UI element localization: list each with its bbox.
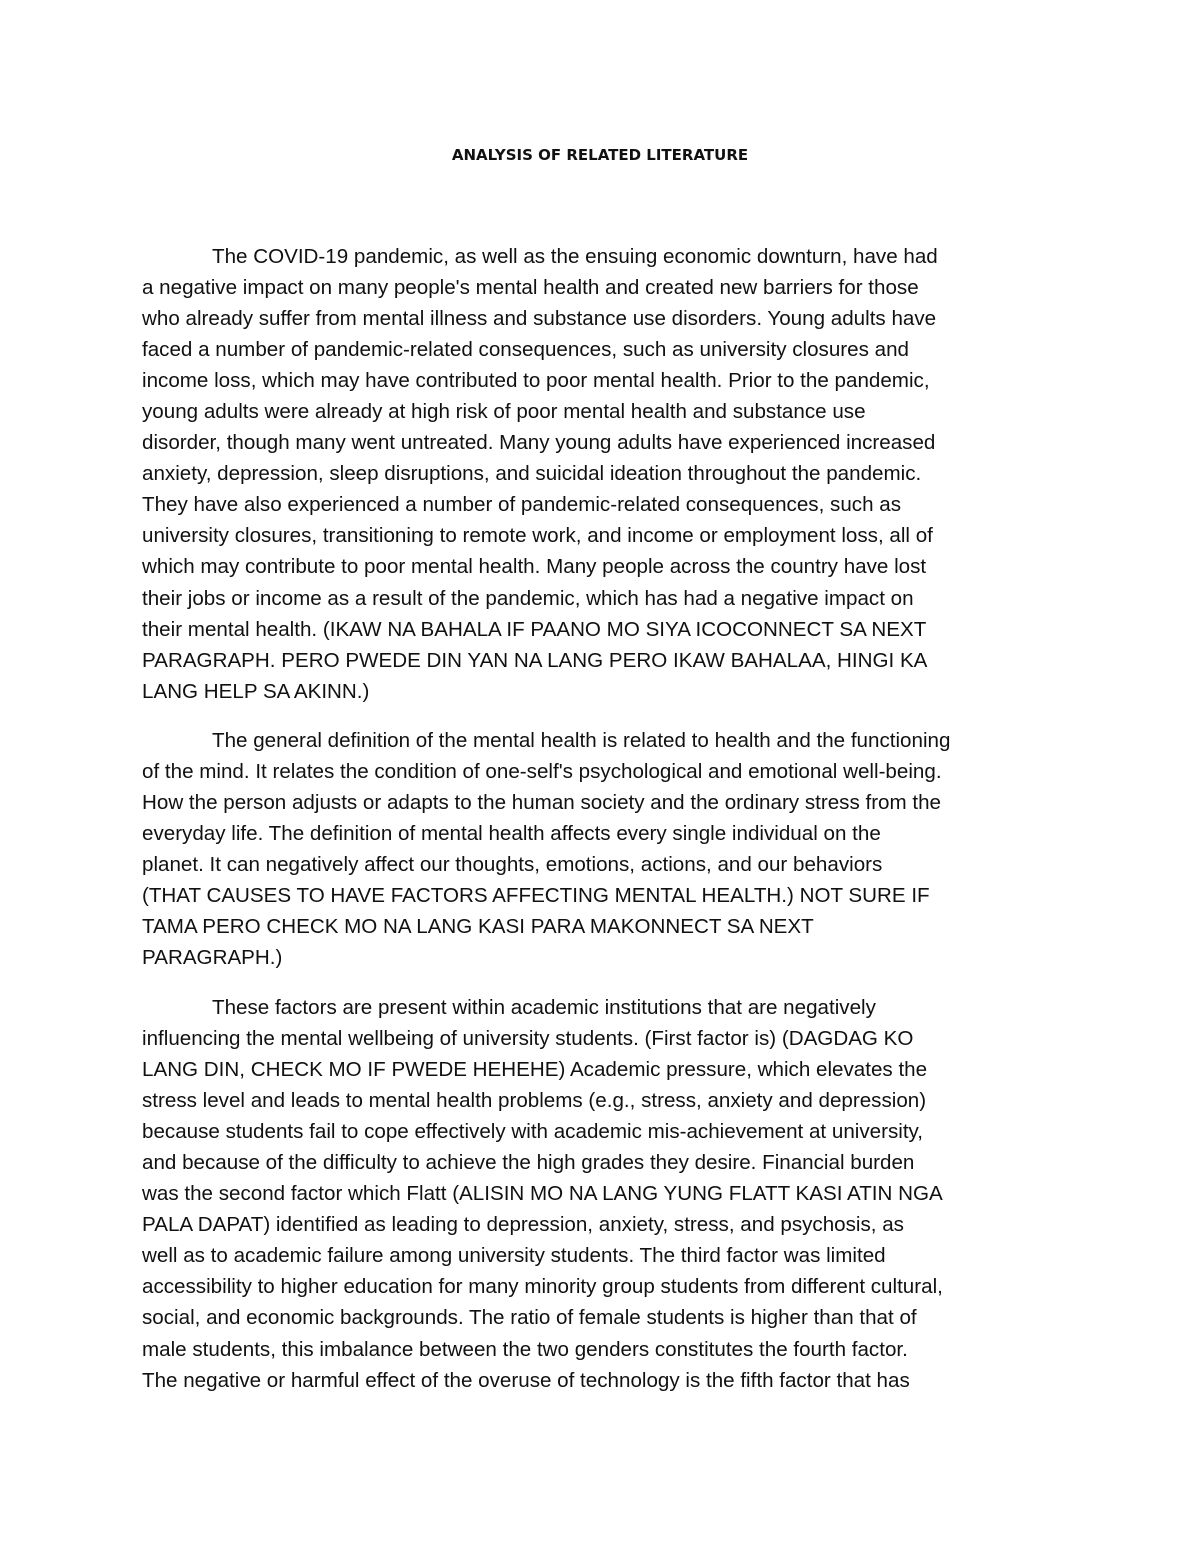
- paragraph-line: influencing the mental wellbeing of university students. (First factor is) (DAGDAG KO: [142, 1027, 914, 1051]
- paragraph-line: faced a number of pandemic-related consequences, such as university closures and: [142, 338, 909, 362]
- paragraph-line: social, and economic backgrounds. The ratio of female students is higher than that of: [142, 1306, 917, 1330]
- paragraph-2: [142, 725, 1072, 973]
- paragraph-line: anxiety, depression, sleep disruptions, and suicidal ideation throughout the pandemic.: [142, 462, 922, 486]
- paragraph-line: How the person adjusts or adapts to the human society and the ordinary stress from the: [142, 791, 942, 815]
- paragraph-line: university closures, transitioning to remote work, and income or employment loss, all of: [142, 524, 933, 548]
- paragraph-line: PARAGRAPH.): [142, 946, 283, 970]
- paragraph-line: planet. It can negatively affect our thoughts, emotions, actions, and our behaviors: [142, 853, 883, 877]
- paragraph-line: of the mind. It relates the condition of one-self's psychological and emotional well-being.: [142, 760, 942, 784]
- paragraph-line: young adults were already at high risk of poor mental health and substance use: [142, 400, 866, 424]
- paragraph-line: everyday life. The definition of mental health affects every single individual on the: [142, 822, 881, 846]
- paragraph-line: The COVID-19 pandemic, as well as the ensuing economic downturn, have had: [212, 245, 938, 268]
- paragraph-line: was the second factor which Flatt (ALISIN MO NA LANG YUNG FLATT KASI ATIN NGA: [142, 1182, 943, 1206]
- paragraph-line: TAMA PERO CHECK MO NA LANG KASI PARA MAKONNECT SA NEXT: [142, 915, 814, 939]
- paragraph-1: [142, 241, 1072, 707]
- paragraph-line: because students fail to cope effectively with academic mis-achievement at university,: [142, 1120, 924, 1144]
- paragraph-line: PALA DAPAT) identified as leading to depression, anxiety, stress, and psychosis, as: [142, 1213, 904, 1237]
- paragraph-line: (THAT CAUSES TO HAVE FACTORS AFFECTING MENTAL HEALTH.) NOT SURE IF: [142, 884, 930, 908]
- paragraph-line: and because of the difficulty to achieve the high grades they desire. Financial burden: [142, 1151, 915, 1175]
- paragraph-line: a negative impact on many people's mental health and created new barriers for those: [142, 276, 919, 300]
- paragraph-line: which may contribute to poor mental health. Many people across the country have lost: [142, 555, 927, 579]
- paragraph-line: their jobs or income as a result of the pandemic, which has had a negative impact on: [142, 586, 914, 610]
- paragraph-line: well as to academic failure among university students. The third factor was limited: [142, 1244, 886, 1268]
- paragraph-line: income loss, which may have contributed to poor mental health. Prior to the pandemic,: [142, 369, 930, 393]
- paragraph-3: [142, 992, 1072, 1396]
- paragraph-line: LANG HELP SA AKINN.): [142, 679, 370, 703]
- paragraph-line: male students, this imbalance between the two genders constitutes the fourth factor.: [142, 1337, 908, 1361]
- document-title: ANALYSIS OF RELATED LITERATURE: [451, 146, 749, 164]
- paragraph-line: who already suffer from mental illness and substance use disorders. Young adults have: [142, 307, 937, 331]
- paragraph-line: PARAGRAPH. PERO PWEDE DIN YAN NA LANG PERO IKAW BAHALAA, HINGI KA: [142, 648, 928, 672]
- paragraph-line: their mental health. (IKAW NA BAHALA IF PAANO MO SIYA ICOCONNECT SA NEXT: [142, 617, 927, 641]
- paragraph-line: The negative or harmful effect of the overuse of technology is the fifth factor that has: [142, 1368, 910, 1392]
- paragraph-line: These factors are present within academic institutions that are negatively: [212, 996, 876, 1019]
- paragraph-line: disorder, though many went untreated. Many young adults have experienced increased: [142, 431, 936, 455]
- paragraph-line: The general definition of the mental health is related to health and the functioning: [212, 729, 951, 752]
- paragraph-line: accessibility to higher education for many minority group students from different cultural,: [142, 1275, 943, 1299]
- paragraph-line: They have also experienced a number of pandemic-related consequences, such as: [142, 493, 901, 517]
- paragraph-line: stress level and leads to mental health problems (e.g., stress, anxiety and depression): [142, 1089, 927, 1113]
- paragraph-line: LANG DIN, CHECK MO IF PWEDE HEHEHE) Academic pressure, which elevates the: [142, 1058, 928, 1082]
